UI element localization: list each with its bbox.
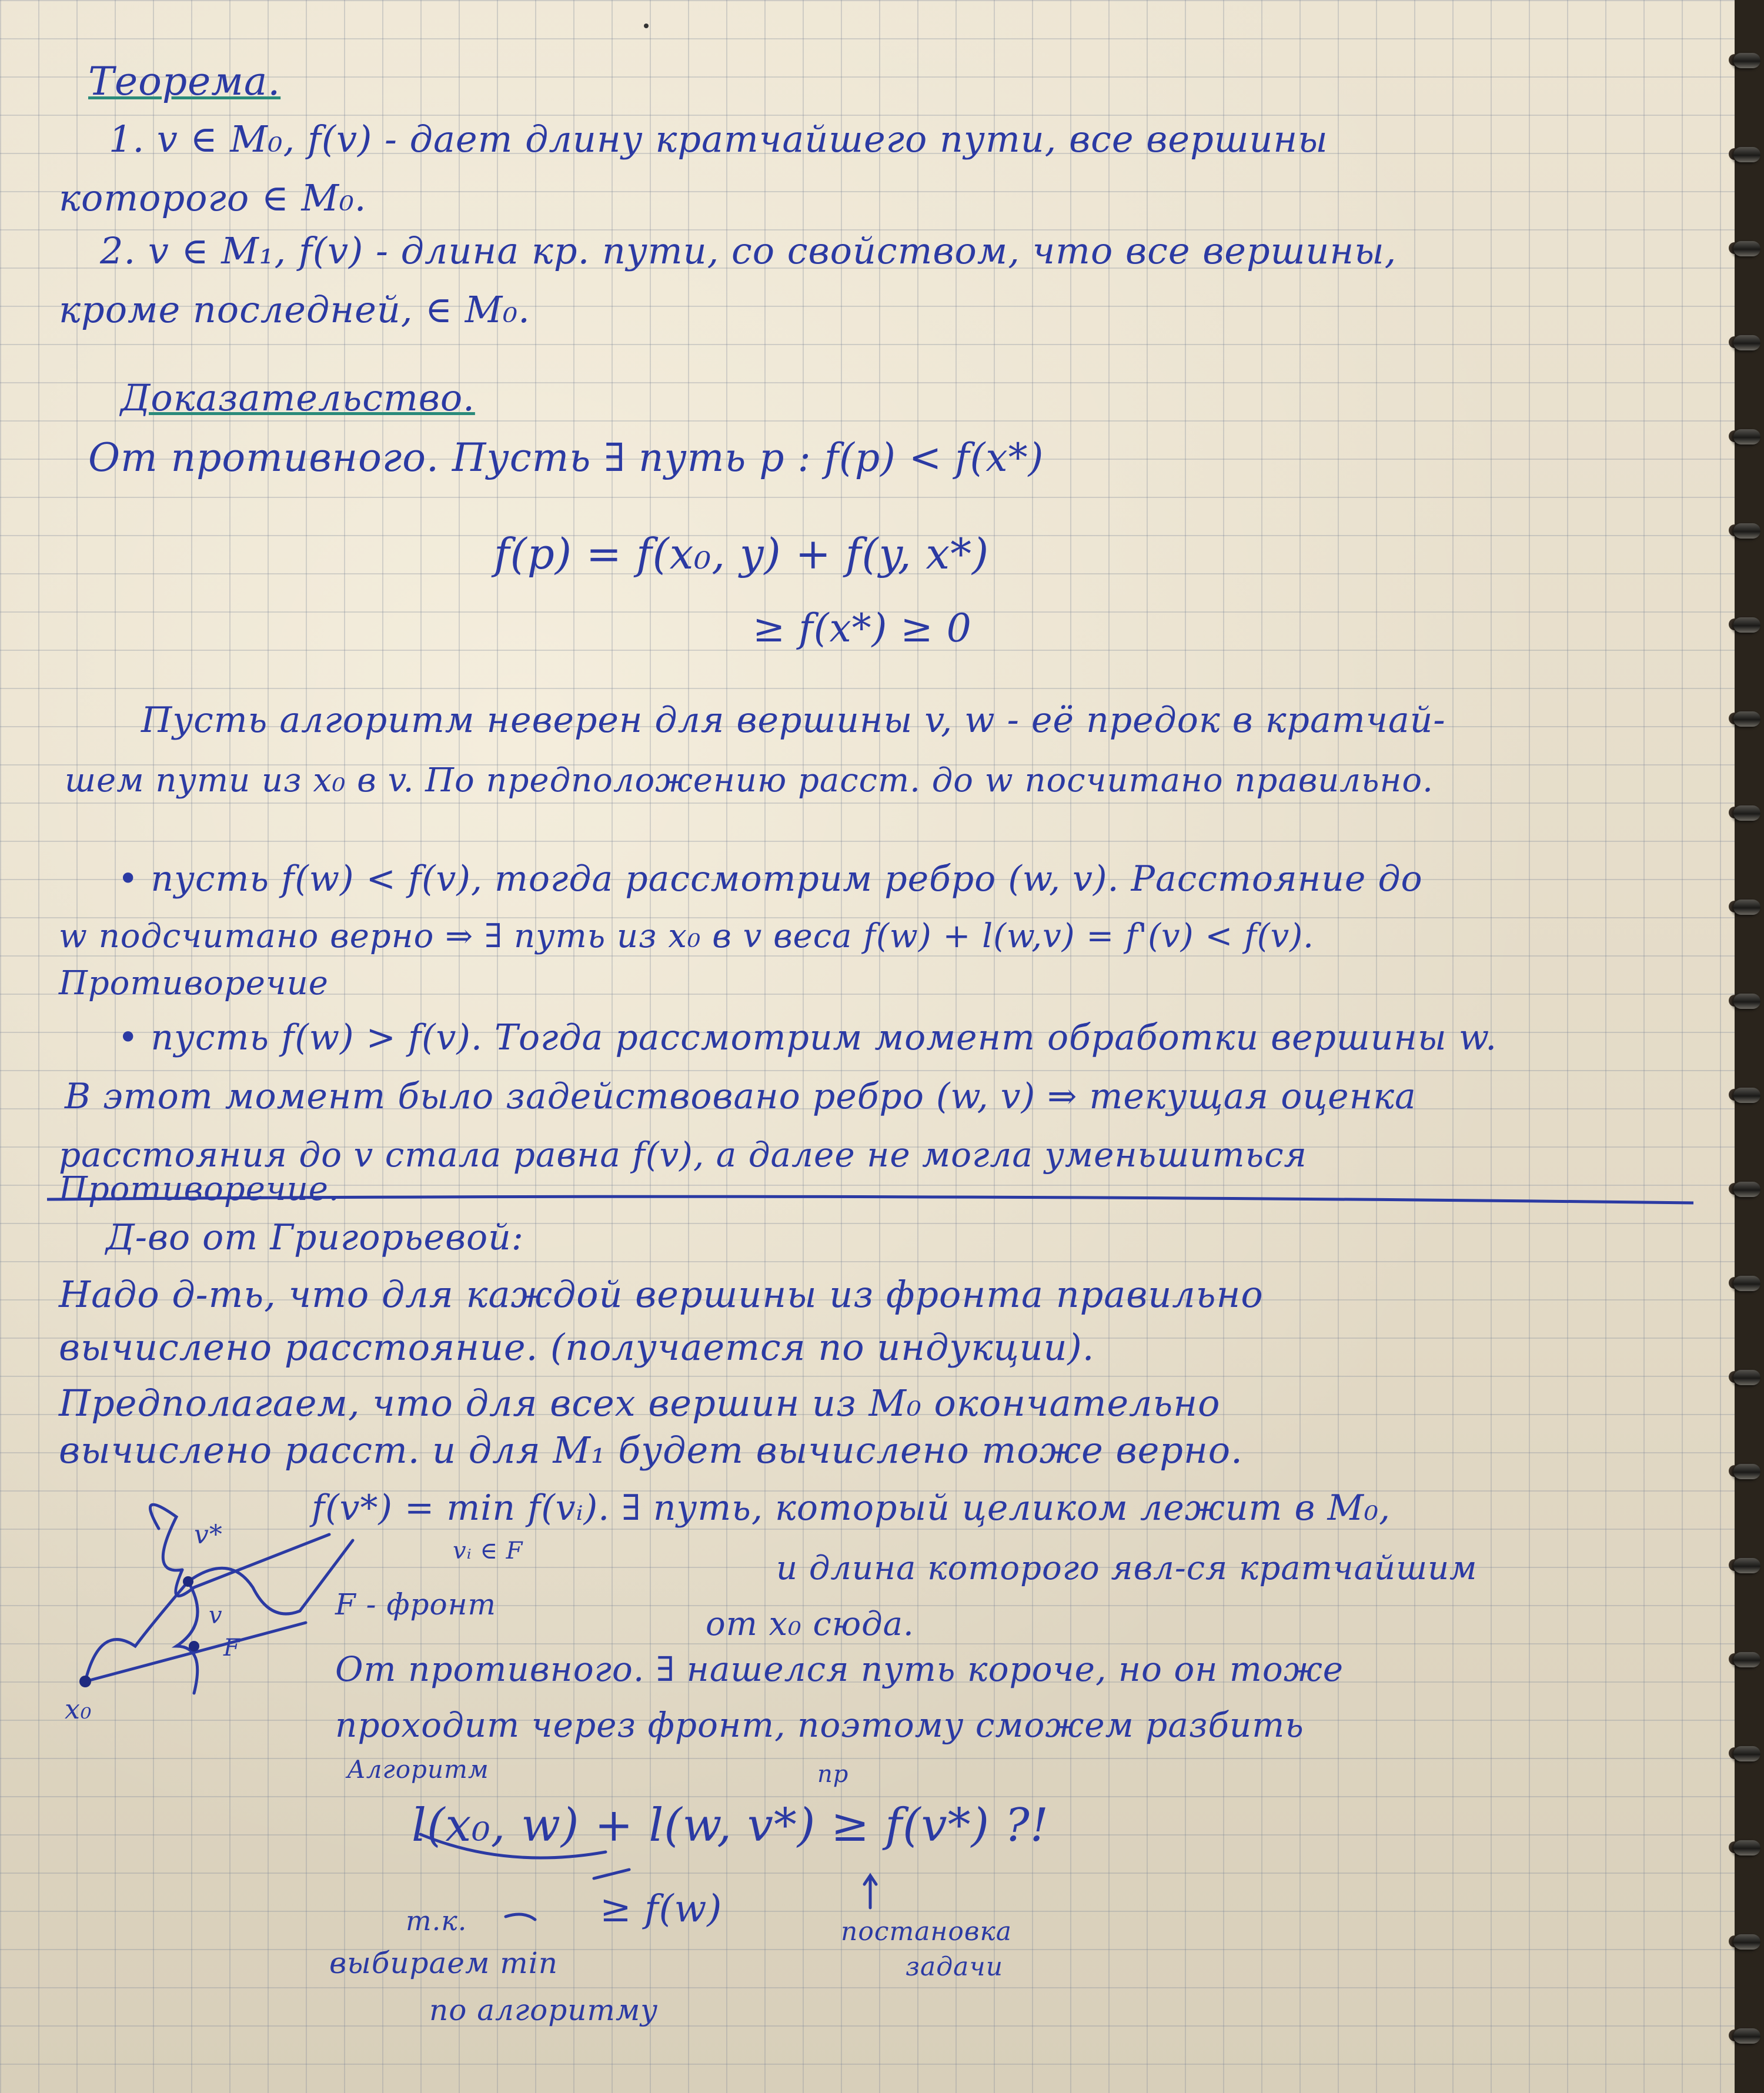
theorem-heading: Теорема. xyxy=(88,59,281,104)
note-by-algorithm: по алгоритму xyxy=(429,1993,659,2027)
alt-line-3: Предполагаем, что для всех вершин из M₀ окончательно xyxy=(59,1382,1221,1425)
alt-line-12: Алгоритм xyxy=(347,1755,489,1784)
binding-ring xyxy=(1733,711,1760,727)
proof-line-4: • пусть f(w) < f(v), тогда рассмотрим ребро (w, v). Расстояние до xyxy=(118,858,1423,900)
proof-line-10: Противоречие. xyxy=(59,1170,340,1208)
theorem-line-3: 2. v ∈ M₁, f(v) - длина кр. пути, со свойством, что все вершины, xyxy=(100,229,1397,272)
proof-line-7: • пусть f(w) > f(v). Тогда рассмотрим момент обработки вершины w. xyxy=(118,1017,1498,1058)
binding-ring xyxy=(1733,1370,1760,1385)
binding-ring xyxy=(1733,1088,1760,1103)
binding-ring xyxy=(1733,1464,1760,1479)
alt-line-7: и длина которого явл-ся кратчайшим xyxy=(776,1549,1478,1587)
sketch-v-label: v xyxy=(209,1602,223,1629)
binding-ring xyxy=(1733,1746,1760,1761)
proof-formula-1: f(p) = f(x₀, y) + f(y, x*) xyxy=(494,529,990,579)
proof-line-1: От противного. Пусть ∃ путь p : f(p) < f(x*) xyxy=(88,435,1044,480)
proof-line-3: шем пути из x₀ в v. По предположению расст. до w посчитано правильно. xyxy=(65,761,1434,800)
binding-ring xyxy=(1733,1652,1760,1667)
alt-formula-lower: ≥ f(w) xyxy=(600,1887,723,1931)
alt-line-13: пр xyxy=(817,1761,849,1788)
sketch-vstar-label: v* xyxy=(194,1520,223,1550)
binding-ring xyxy=(1733,241,1760,256)
alt-line-2: вычислено расстояние. (получается по индукции). xyxy=(59,1326,1095,1369)
binding-ring xyxy=(1733,429,1760,444)
alt-line-8: F - фронт xyxy=(335,1587,496,1621)
alt-formula: l(x₀, w) + l(w, v*) ≥ f(v*) ?! xyxy=(412,1799,1050,1852)
proof-line-2: Пусть алгоритм неверен для вершины v, w - её предок в кратчай- xyxy=(141,700,1446,741)
proof-line-8: В этот момент было задействовано ребро (w, v) ⇒ текущая оценка xyxy=(65,1076,1416,1117)
binding-ring xyxy=(1733,53,1760,68)
proof-formula-2: ≥ f(x*) ≥ 0 xyxy=(753,606,972,651)
note-tk: т.к. xyxy=(406,1905,467,1937)
binding-ring xyxy=(1733,1276,1760,1291)
theorem-line-2: которого ∈ M₀. xyxy=(59,176,367,219)
note-choose-min: выбираем min xyxy=(329,1946,558,1980)
alt-line-11: проходит через фронт, поэтому сможем разбить xyxy=(335,1705,1304,1745)
binding-ring xyxy=(1733,335,1760,350)
alt-line-1: Надо д-ть, что для каждой вершины из фронта правильно xyxy=(59,1273,1264,1316)
alt-line-9: от x₀ сюда. xyxy=(706,1605,914,1643)
binding-ring xyxy=(1733,1934,1760,1950)
binding-ring xyxy=(1733,1558,1760,1573)
proof-line-6: Противоречие xyxy=(59,964,329,1002)
proof-heading: Доказательство. xyxy=(121,376,475,419)
alt-heading: Д-во от Григорьевой: xyxy=(106,1217,524,1258)
spiral-binding xyxy=(1729,0,1764,2093)
sketch-x0-label: x₀ xyxy=(65,1693,92,1725)
theorem-line-4: кроме последней, ∈ M₀. xyxy=(59,288,530,331)
binding-ring xyxy=(1733,994,1760,1009)
binding-ring xyxy=(1733,617,1760,633)
proof-line-5: w подсчитано верно ⇒ ∃ путь из x₀ в v веса f(w) + l(w,v) = f'(v) < f(v). xyxy=(59,917,1314,955)
sketch-f-label: F xyxy=(223,1634,240,1661)
note-tasks: задачи xyxy=(906,1952,1004,1982)
alt-line-4: вычислено расст. и для M₁ будет вычислено тоже верно. xyxy=(59,1429,1243,1472)
binding-ring xyxy=(1733,900,1760,915)
binding-ring xyxy=(1733,1182,1760,1197)
proof-line-9: расстояния до v стала равна f(v), а далее не могла уменьшиться xyxy=(59,1135,1307,1175)
theorem-line-1: 1. v ∈ M₀, f(v) - дает длину кратчайшего пути, все вершины xyxy=(109,118,1328,161)
binding-ring xyxy=(1733,523,1760,539)
binding-ring xyxy=(1733,147,1760,162)
note-problem-statement: постановка xyxy=(841,1917,1013,1947)
alt-line-5: f(v*) = min f(vᵢ). ∃ путь, который целиком лежит в M₀, xyxy=(312,1487,1391,1529)
binding-ring xyxy=(1733,805,1760,821)
binding-ring xyxy=(1733,2028,1760,2044)
alt-line-10: От противного. ∃ нашелся путь короче, но он тоже xyxy=(335,1649,1344,1689)
alt-line-6: vᵢ ∈ F xyxy=(453,1537,523,1564)
binding-ring xyxy=(1733,1840,1760,1855)
